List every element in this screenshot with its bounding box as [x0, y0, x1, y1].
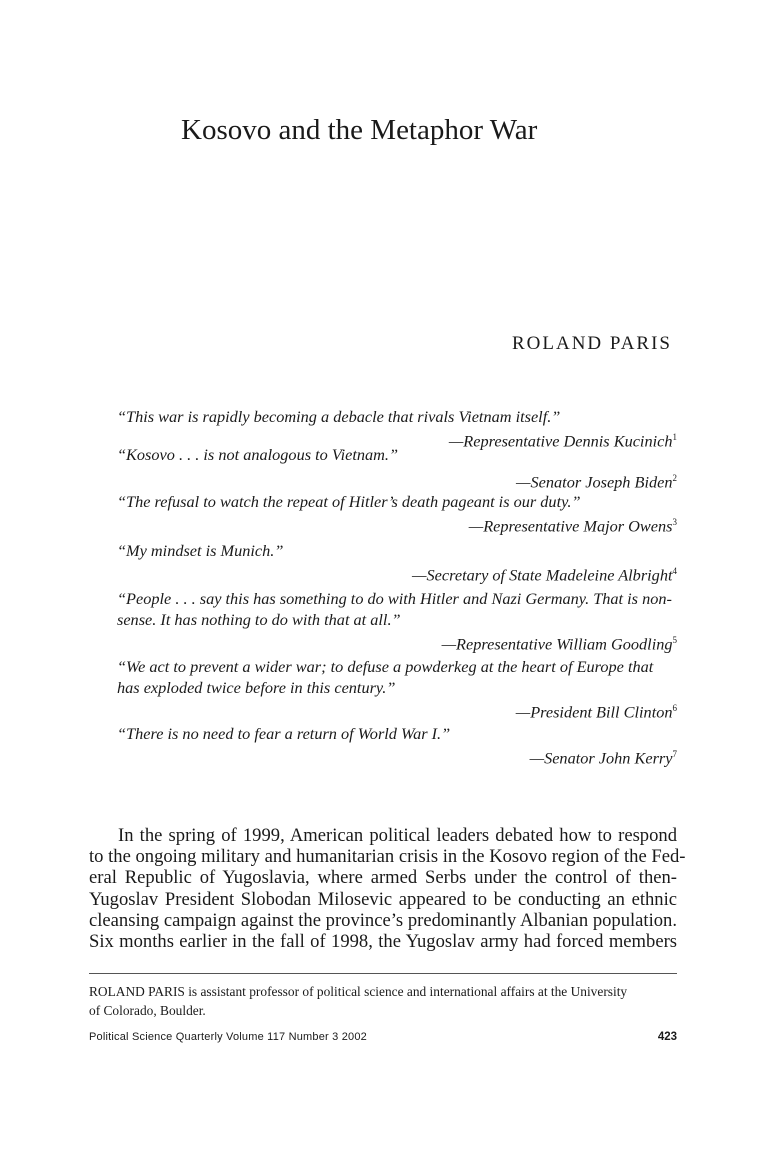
footnote-divider: [89, 973, 677, 974]
footnote-marker: 3: [672, 517, 677, 527]
journal-citation: Political Science Quarterly Volume 117 Number 3 2002: [89, 1031, 368, 1043]
epigraph-clinton: [117, 656, 677, 722]
epigraph-quote-line: “We act to prevent a wider war; to defuse a powderkeg at the heart of Europe that: [117, 657, 654, 676]
epigraph-quote: “The refusal to watch the repeat of Hitler’s death pageant is our duty.”: [117, 492, 581, 511]
epigraph-albright: [117, 540, 677, 585]
body-line: eral Republic of Yugoslavia, where armed Serbs under the control of then-: [89, 867, 677, 889]
page-number: 423: [657, 1031, 677, 1043]
footnote-line: of Colorado, Boulder.: [89, 1002, 206, 1018]
epigraph-attribution: —President Bill Clinton$^6$: [515, 702, 677, 722]
body-paragraph: [89, 825, 686, 953]
epigraph-attribution: —Representative Major Owens$^3$: [468, 516, 677, 536]
footnote-marker: 5: [672, 635, 677, 645]
epigraph-quote: “Kosovo . . . is not analogous to Vietnam.”: [117, 445, 399, 464]
epigraph-kerry: [117, 723, 677, 768]
epigraph-owens: [117, 491, 677, 536]
epigraph-goodling: [117, 588, 677, 654]
article-title: Kosovo and the Metaphor War: [181, 114, 538, 146]
epigraph-attribution: —Representative Dennis Kucinich$^1$: [448, 431, 677, 451]
footnote-marker: 4: [672, 566, 677, 576]
author-footnote: [89, 983, 679, 1020]
footnote-marker: 2: [672, 473, 677, 483]
body-line: cleansing campaign against the province’s predominantly Albanian population.: [89, 909, 677, 931]
epigraph-quote: “My mindset is Munich.”: [117, 541, 284, 560]
epigraph-attribution: —Representative William Goodling$^5$: [441, 634, 677, 654]
epigraph-quote-line: “People . . . say this has something to do with Hitler and Nazi Germany. That is non-: [117, 589, 672, 608]
footnote-marker: 7: [672, 749, 677, 759]
epigraph-biden: [117, 444, 677, 492]
epigraph-quote-line: has exploded twice before in this century.”: [117, 678, 396, 697]
epigraph-quote: “There is no need to fear a return of World War I.”: [117, 724, 451, 743]
footnote-marker: 6: [672, 703, 677, 713]
body-line: Yugoslav President Slobodan Milosevic appeared to be conducting an ethnic: [89, 888, 677, 910]
footnote-marker: 1: [672, 432, 677, 442]
body-line: Six months earlier in the fall of 1998, the Yugoslav army had forced members: [89, 931, 677, 953]
epigraph-attribution: —Senator Joseph Biden$^2$: [516, 472, 677, 492]
body-line: to the ongoing military and humanitarian crisis in the Kosovo region of the Fed-: [89, 846, 686, 868]
footnote-line: ROLAND PARIS is assistant professor of political science and international affairs at the University: [89, 984, 628, 999]
author-name: ROLAND PARIS: [511, 333, 672, 354]
body-line: In the spring of 1999, American political leaders debated how to respond: [118, 825, 677, 846]
epigraph-attribution: —Senator John Kerry$^7$: [529, 748, 677, 768]
epigraph-attribution: —Secretary of State Madeleine Albright$^4$: [412, 565, 677, 585]
epigraph-quote-line: sense. It has nothing to do with that at all.”: [117, 610, 401, 629]
epigraph-quote: “This war is rapidly becoming a debacle that rivals Vietnam itself.”: [117, 407, 561, 426]
